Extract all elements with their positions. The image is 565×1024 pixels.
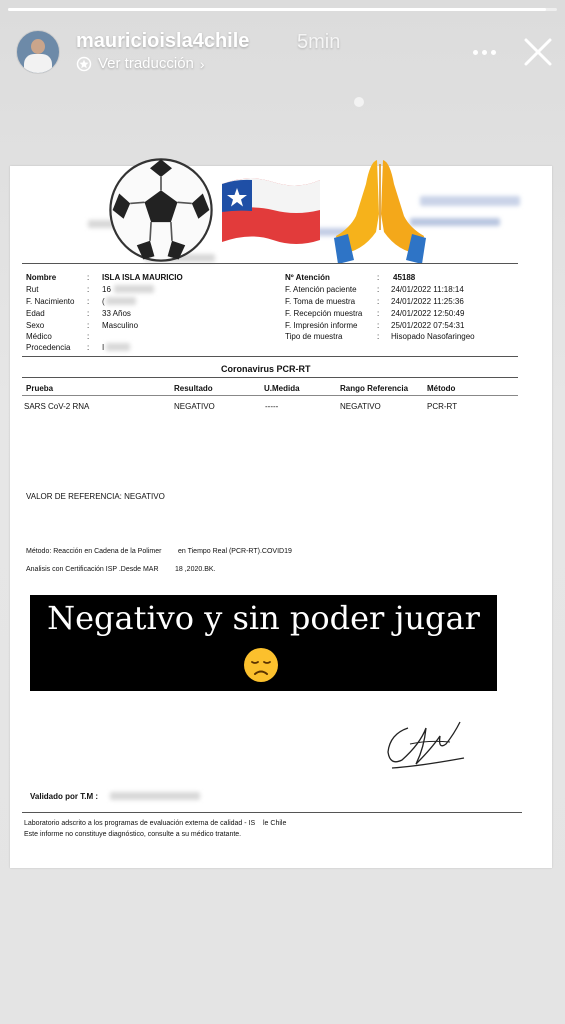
chevron-right-icon: › (199, 55, 205, 72)
colon: : (377, 332, 380, 341)
colon: : (87, 332, 90, 341)
footer-line-1b: le Chile (263, 820, 287, 827)
close-icon[interactable] (520, 34, 556, 70)
value-edad: 33 Años (102, 309, 131, 318)
colon: : (87, 309, 90, 318)
valor-referencia: VALOR DE REFERENCIA: NEGATIVO (26, 492, 165, 501)
col-metodo: Método (427, 384, 456, 393)
label-nacimiento: F. Nacimiento (26, 297, 75, 306)
colon: : (377, 321, 380, 330)
value-sexo: Masculino (102, 321, 139, 330)
label-f-recepcion: F. Recepción muestra (285, 309, 363, 318)
cell-umedida: ----- (265, 402, 279, 411)
label-edad: Edad (26, 309, 45, 318)
footer-line-1a: Laboratorio adscrito a los programas de evaluación externa de calidad - IS (24, 820, 256, 827)
cell-metodo: PCR-RT (427, 402, 458, 411)
colon: : (87, 297, 90, 306)
signature-image (380, 714, 468, 774)
cell-resultado: NEGATIVO (174, 402, 215, 411)
value-f-impresion: 25/01/2022 07:54:31 (391, 321, 465, 330)
label-f-impresion: F. Impresión informe (285, 321, 358, 330)
label-tipo-muestra: Tipo de muestra (285, 332, 343, 341)
praying-hands-icon (330, 154, 430, 266)
colon: : (377, 273, 380, 282)
metodo-text-b: en Tiempo Real (PCR-RT).COVID19 (178, 548, 292, 555)
col-rango: Rango Referencia (340, 384, 409, 393)
more-options-icon[interactable] (470, 38, 498, 66)
col-umedida: U.Medida (264, 384, 300, 393)
section-title: Coronavirus PCR-RT (221, 364, 311, 374)
colon: : (377, 297, 380, 306)
avatar[interactable] (16, 30, 60, 74)
colon: : (87, 321, 90, 330)
colon: : (87, 285, 90, 294)
footer-line-2: Este informe no constituye diagnóstico, consulte a su médico tratante. (24, 831, 242, 838)
colon: : (87, 343, 90, 352)
label-f-atencion: F. Atención paciente (285, 285, 357, 294)
sad-face-icon (243, 647, 279, 683)
label-f-toma: F. Toma de muestra (285, 297, 356, 306)
story-progress-bar (8, 8, 557, 11)
story-caption (30, 595, 497, 691)
soccer-ball-icon (106, 155, 216, 265)
metodo-text-a: Método: Reacción en Cadena de la Polimer (26, 548, 162, 555)
col-resultado: Resultado (174, 384, 213, 393)
value-procedencia: I (102, 343, 105, 352)
analisis-text-b: 18 ,2020.BK. (175, 566, 216, 573)
label-rut: Rut (26, 285, 39, 294)
analisis-text-a: Analisis con Certificación ISP .Desde MAR (26, 566, 159, 573)
value-tipo-muestra: Hisopado Nasofaringeo (391, 332, 475, 341)
post-time: 5min (297, 31, 341, 53)
label-medico: Médico (26, 332, 52, 341)
value-rut: 16 (102, 285, 111, 294)
value-nacimiento: ( (102, 297, 105, 306)
chile-flag-icon (218, 170, 324, 252)
value-atencion: 45188 (393, 273, 416, 282)
value-f-atencion: 24/01/2022 11:18:14 (391, 285, 464, 294)
value-f-toma: 24/01/2022 11:25:36 (391, 297, 464, 306)
value-f-recepcion: 24/01/2022 12:50:49 (391, 309, 465, 318)
caption-text: Negativo y sin poder jugar (47, 599, 480, 637)
cell-rango: NEGATIVO (340, 402, 381, 411)
pcr-report-document (10, 166, 552, 868)
colon: : (87, 273, 90, 282)
validado-label: Validado por T.M : (30, 792, 99, 801)
username[interactable]: mauricioisla4chile (76, 30, 250, 52)
colon: : (377, 309, 380, 318)
story-progress-fill (8, 8, 546, 11)
translate-link[interactable] (76, 55, 205, 72)
label-atencion: Nº Atención (285, 273, 330, 282)
value-nombre: ISLA ISLA MAURICIO (102, 273, 183, 282)
label-procedencia: Procedencia (26, 343, 71, 352)
label-nombre: Nombre (26, 273, 57, 282)
translate-icon (76, 56, 92, 72)
col-prueba: Prueba (26, 384, 54, 393)
cell-prueba: SARS CoV-2 RNA (24, 402, 90, 411)
translate-label: Ver traducción (98, 55, 194, 72)
label-sexo: Sexo (26, 321, 45, 330)
story-dot (354, 97, 364, 107)
colon: : (377, 285, 380, 294)
